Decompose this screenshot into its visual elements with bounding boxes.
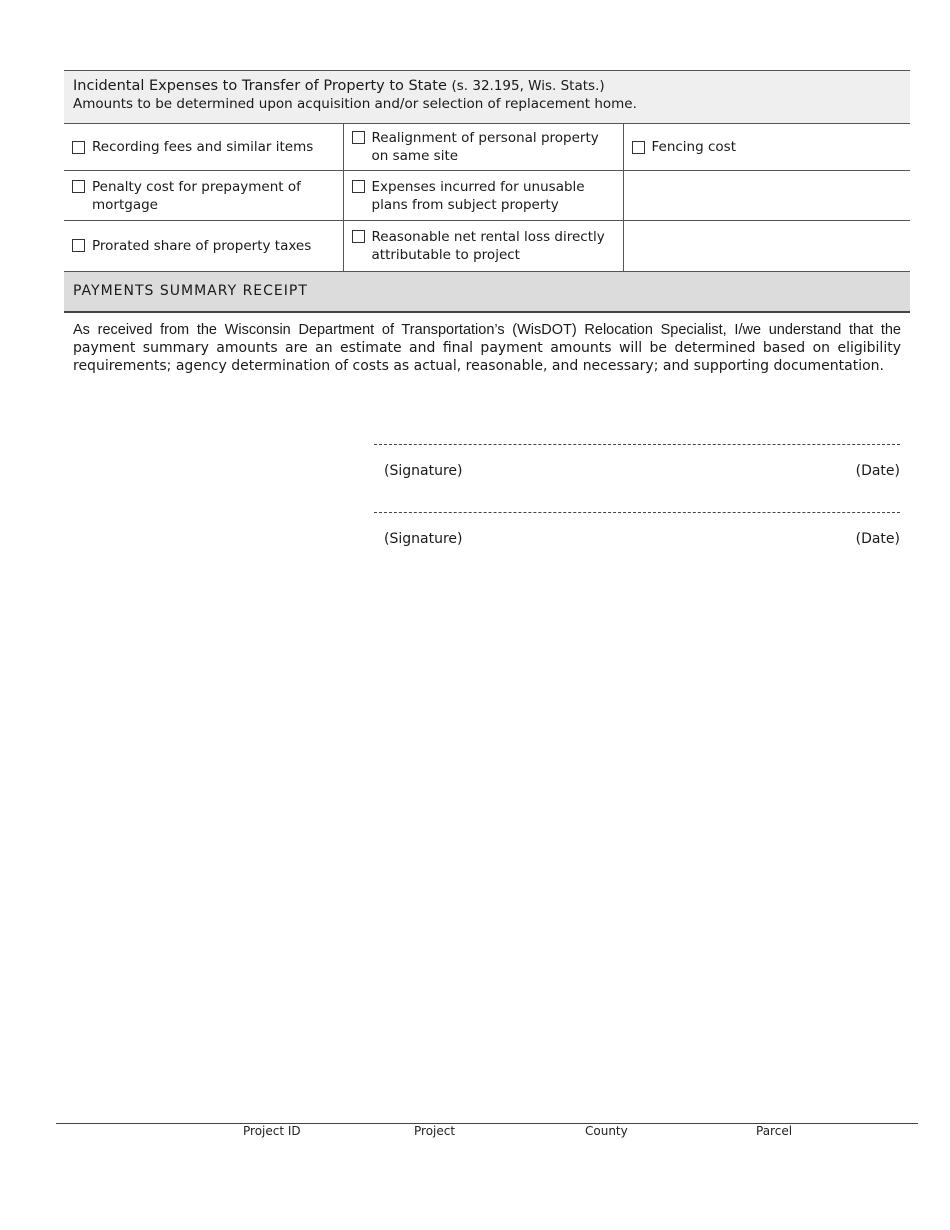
signature-line[interactable]	[374, 444, 900, 445]
incidental-expenses-table	[64, 123, 910, 271]
checkbox-label: Prorated share of property taxes	[92, 237, 312, 254]
checkbox[interactable]	[72, 180, 85, 193]
signature-labels	[374, 531, 900, 547]
receipt-rest-text: payment summary amounts are an estimate and final payment amounts will be determined based on eligibility requirements; agency determination of costs as actual, reasonable, and necessary; and supporting documentation.	[73, 339, 901, 374]
footer-project-id-label: Project ID	[243, 1124, 301, 1138]
table-cell	[343, 171, 623, 221]
checkbox[interactable]	[352, 131, 365, 144]
statute-citation: (s. 32.195, Wis. Stats.)	[451, 78, 605, 94]
signature-block-2	[374, 512, 900, 547]
signature-label: (Signature)	[384, 463, 463, 479]
receipt-lead-text: As received from the Wisconsin Department of Transportation’s (WisDOT) Relocation Specialist, I/we understand that the	[73, 321, 901, 338]
table-row	[64, 171, 910, 221]
checkbox-label: Recording fees and similar items	[92, 139, 314, 155]
checkbox-item-realignment[interactable]	[352, 129, 615, 165]
checkbox[interactable]	[352, 230, 365, 243]
table-row	[64, 124, 910, 171]
checkbox[interactable]	[352, 180, 365, 193]
checkbox-item-fencing[interactable]	[632, 138, 903, 156]
table-cell	[64, 221, 343, 271]
checkbox-item-recording-fees[interactable]	[72, 138, 335, 156]
signature-block-1	[374, 444, 900, 479]
table-cell	[623, 124, 910, 171]
table-cell	[64, 124, 343, 171]
checkbox-label: Fencing cost	[651, 139, 736, 155]
footer-project-label: Project	[414, 1124, 456, 1138]
table-cell	[343, 221, 623, 271]
checkbox-item-penalty-cost[interactable]	[72, 178, 335, 214]
signature-labels	[374, 463, 900, 479]
checkbox[interactable]	[632, 141, 645, 154]
payments-summary-heading: PAYMENTS SUMMARY RECEIPT	[64, 271, 910, 313]
incidental-expenses-form	[64, 70, 910, 375]
date-label: (Date)	[855, 531, 900, 547]
signature-line[interactable]	[374, 512, 900, 513]
table-cell	[64, 171, 343, 221]
footer-parcel-label: Parcel	[756, 1124, 793, 1138]
table-row	[64, 221, 910, 271]
checkbox[interactable]	[72, 141, 85, 154]
incidental-title-text: Incidental Expenses to Transfer of Property to State	[73, 78, 447, 94]
date-label: (Date)	[855, 463, 900, 479]
checkbox-label: Penalty cost for prepayment of mortgage	[92, 178, 301, 213]
checkbox-label: Expenses incurred for unusable plans from subject property	[371, 178, 585, 213]
footer-county-label: County	[585, 1124, 628, 1138]
checkbox-label: Reasonable net rental loss directly attributable to project	[371, 228, 605, 263]
incidental-expenses-title	[73, 78, 901, 95]
incidental-expenses-header	[64, 70, 910, 123]
incidental-expenses-subtitle: Amounts to be determined upon acquisition and/or selection of replacement home.	[73, 96, 637, 112]
checkbox-item-rental-loss[interactable]	[352, 228, 615, 264]
table-cell	[343, 124, 623, 171]
empty-cell	[623, 221, 910, 271]
empty-cell	[623, 171, 910, 221]
signature-label: (Signature)	[384, 531, 463, 547]
checkbox[interactable]	[72, 239, 85, 252]
checkbox-item-prorated-taxes[interactable]	[72, 237, 335, 255]
checkbox-label: Realignment of personal property on same site	[371, 130, 599, 164]
checkbox-item-unusable-plans[interactable]	[352, 178, 615, 214]
payments-summary-text	[64, 321, 910, 375]
